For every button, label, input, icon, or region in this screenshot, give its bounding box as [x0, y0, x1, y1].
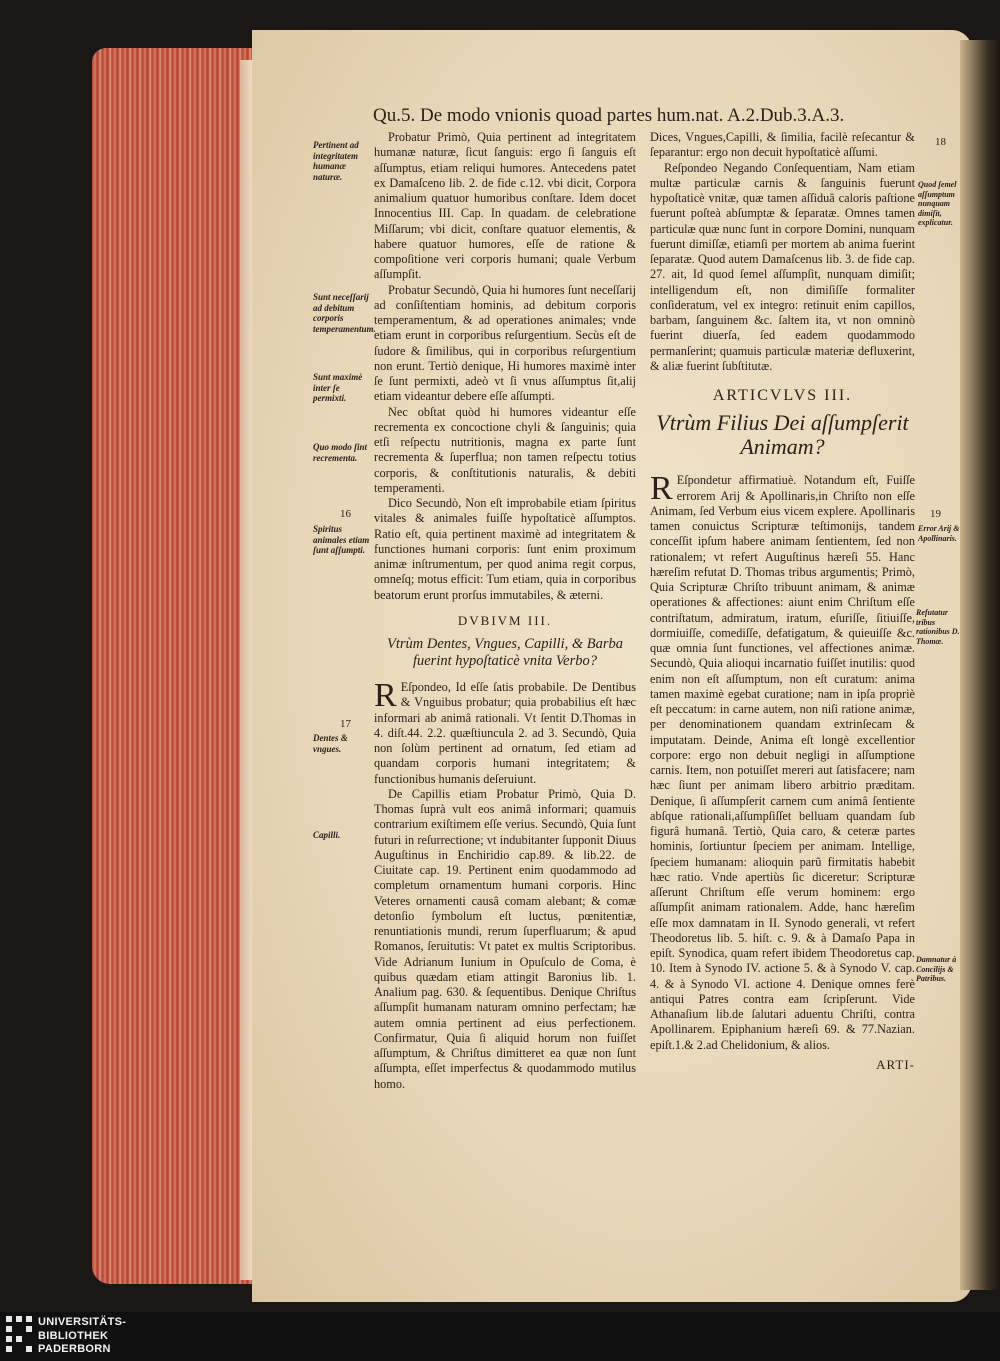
library-name-line: BIBLIOTHEK — [38, 1329, 109, 1342]
margin-number: 16 — [340, 508, 351, 520]
margin-note: Error Arij & Apollinaris. — [918, 524, 960, 543]
paragraph: Probatur Secundò, Quia hi humores ſunt neceſſarij ad conſiſtentiam hominis, ad debitum corporis temperamentum, & ad operationes animales; vnde etiam erunt in corporibus reſurgentium. Secùs eſt de ſudore & ſimilibus, qui in corporibus reſurgentium non erunt. Tertiò denique, Hi humores maximè inter ſe ſunt permixti, adeò vt ſi vnus aſſumptus ſit,alij etiam videantur debere eſſe aſſumpti. — [374, 282, 636, 404]
margin-note: Sunt neceſſarij ad debitum corporis temperamentum. — [313, 292, 376, 334]
drop-capital: R — [650, 470, 673, 508]
paragraph-text: Eſpondetur affirmatiuè. Notandum eſt, Fuiſſe errorem Arij & Apollinaris,in Chriſto non eſſe Animam, ſed Verbum eius vicem explere. Apollinaris tamen conuictus Scripturæ teſtimonijs, tandem conceſſit ipſum habere animam ſentientem, ſed non rationalem; vt refert Auguſtinus hæreſi 55. Hanc hæreſim refutat D. Thomas tribus argumentis; Primò, Quia Scripturæ Chriſto tribuunt animam, & animæ operationes & affectiones: aiunt enim Chriſtum eſſe contriſtatum, admiratum, iratum, eſuriſſe, ſitiuiſſe, dormiuiſſe, comediſſe, defatigatum, & quieuiſſe &c. quæ omnia ſunt functiones, vel affectiones animæ. Secundò, Quia alioqui incarnatio fuiſſet inutilis: quod enim non eſt aſſumptum, non eſt curatum: anima tamen maximè egebat curatione; nam in ipſa propriè eſt peccatum: in carne autem, non niſi ratione animæ, per denominationem quandam extrinſecam & imputatam. Deinde, Anima eſt longè excellentior corpore: ergo non debuit negligi in aſſumptione carnis. Item, non potuiſſet mereri aut ſatisfacere; nam hæc ſiunt per animam libero arbitrio præditam. Denique, ſi aſſumpſerit carnem cum animâ ſentiente abſque rationali,aſſumpſiſſet belluam quandam ſub figurâ humanâ. Tertiò, Quia caro, & ceteræ partes hominis, ſortiuntur ſpeciem per animam. Intellige, ſpeciem humanam: alioquin parũ firmitatis habebit hæc ratio. Vnde apertiùs ſic diceretur: Scripturæ aſſerunt Chriſtum eſſe verum hominem: ergo aſſumpſit animam rationalem. Adde, hanc hæreſim eſſe mox damnatam in II. Synodo generali, vt refert Theodoretus lib. 5. hiſt. c. 9. & à Damaſo Papa in epiſt. Synodica, quam refert ibidem Theodoretus cap. 10. Item à Synodo IV. actione 5. & à Synodo V. cap. 4. & à Synodo VI. actione 4. Denique omnes ferè antiqui Patres contra eam ſcripſerunt. Vide Athanaſium lib.de ſalutari aduentu Chriſti, contra Apollinarem. Epiphanium hæreſi 69. & 77.Nazian. epiſt.1.& 2.ad Chelidonium, & alios. — [650, 473, 915, 1052]
article-heading: ARTICVLVS III. — [712, 387, 853, 404]
margin-note: Capilli. — [313, 830, 341, 840]
margin-note: Spiritus animales etiam ſunt aſſumpti. — [313, 524, 370, 555]
running-head-text: Qu.5. De modo vnionis quoad partes hum.nat. A.2.Dub.3.A.3. — [373, 105, 845, 126]
paragraph: Probatur Primò, Quia pertinent ad integritatem humanæ naturæ, ſicut ſanguis: ergo ſi ſanguis eſt aſſumptus, etiam reliqui humores. Antecedens patet ex Damaſceno lib. 2. de fide c.12. vbi dicit, Corpora animalium quatuor humoribus conſtare. Idem docet Innocentius III. Cap. In quadam. de celebratione Miſſarum; vbi dicit, conſtare quatuor elementis, & habere quatuor humores, eſſe de ratione & compoſitione veri corporis humani; quale Verbum aſſumpſit. — [374, 130, 636, 282]
left-text-column — [374, 130, 636, 1092]
library-name-line: PADERBORN — [38, 1343, 111, 1355]
running-head — [373, 105, 923, 127]
article-subheading: Vtrùm Filius Dei aſſumpſerit Animam? — [656, 410, 909, 460]
page-block-edge — [92, 48, 254, 1284]
margin-number: 19 — [930, 508, 941, 520]
margin-note: Damnatur à Concilijs & Patribus. — [916, 955, 957, 983]
paragraph — [374, 677, 636, 787]
margin-note: Pertinent ad integritatem humanæ naturæ. — [313, 140, 359, 182]
margin-note: Sunt maximè inter ſe permixti. — [313, 372, 363, 403]
page-shadow — [960, 40, 1000, 1290]
library-name — [38, 1316, 126, 1357]
drop-capital: R — [374, 677, 397, 714]
library-name-line: UNIVERSITÄTS- — [38, 1316, 127, 1328]
paragraph: De Capillis etiam Probatur Primò, Quia D. Thomas ſuprà vult eos animâ informari; quamuis contrarium exiſtimem eſſe verius. Secundò, Quia ſunt futuri in reſurrectione; vt indubitanter ſupponit Diuus Auguſtinus in Enchiridio cap.89. & lib.22. de Ciuitate cap. 19. Pertinent enim quodammodo ad completum ornamentum humani corporis. Hinc Veteres ornamenti causâ comam alebant; & comæ detonſio ſymbolum eſt luctus, pœnitentiæ, renuntiationis mundi, rerum ſuperfluarum; & apud Romanos, ſeruitutis: Vt patet ex multis Scriptoribus. Vide Adrianum Iunium in Opuſculo de Coma, è quibus quædam etiam attingit Baronius lib. 1. Analium pag. 630. & ſequentibus. Denique Chriſtus aſſumpſit humanam naturam omnino perfectam; hæ autem omnia pertinent ad eius perfectionem. Confirmatur, Quia ſi aliquid horum non fuiſſet aſſumptum, & Chriſtus dimitteret ea quæ non ſunt aſſumpta, eſſet imperfectus & quodammodo mutilus homo. — [374, 786, 636, 1091]
paragraph — [650, 470, 915, 1053]
right-text-column — [650, 130, 915, 1072]
section-subheading: Vtrùm Dentes, Vngues, Capilli, & Barba fuerint hypoſtaticè vnita Verbo? — [386, 636, 623, 669]
library-footer — [0, 1312, 1000, 1361]
catchword: ARTI- — [876, 1056, 915, 1072]
library-logo-icon — [6, 1316, 32, 1356]
paragraph: Nec obſtat quòd hi humores videantur eſſe recrementa ex concoctione chyli & ſanguinis; quia etſi reſpectu nutritionis, magna ex parte ſunt recrementa & ſuperflua; non tamen reſpectu totius corporis, & conſtitutionis naturalis, & debiti temperamenti. — [374, 404, 636, 495]
margin-note: Quod ſemel aſſumptum nunquam dimiſit, explicatur. — [918, 180, 957, 227]
margin-number: 18 — [935, 136, 946, 148]
margin-note: Quo modo ſint recrementa. — [313, 442, 368, 463]
margin-note: Dentes & vngues. — [313, 733, 348, 754]
paragraph: Dices, Vngues,Capilli, & ſimilia, facilè reſecantur & ſeparantur: ergo non decuit hypoſtaticè aſſumi. — [650, 130, 915, 160]
margin-number: 17 — [340, 718, 351, 730]
margin-note: Refutatur tribus rationibus D. Thomæ. — [916, 608, 960, 646]
paragraph: Reſpondeo Negando Conſequentiam, Nam etiam multæ particulæ carnis & ſanguinis fuerunt hypoſtaticè vnitæ, quæ tamen aſſiduâ caloris paſtione fuerunt poſteà abſumptæ & ſeparatæ. Omnes tamen particulæ quæ nunc ſunt in corpore Domini, nunquam fuerunt dimiſſæ, etiamſi per mortem ab anima fuerint ſeparatæ. Quod autem Damaſcenus lib. 3. de fide cap. 27. ait, Id quod ſemel aſſumpſit, nunquam dimiſit; intelligendum eſt, non dimiſiſſe formaliter conſideratum, vel ex integro: retinuit enim capillos, barbam, ſanguinem &c. ſaltem ita, vt non omninò fuerint diuerſa, ſed eadem quodammodo permanſerint; quamuis particulæ materiæ defluxerint, & aliæ fuerint ſubſtitutæ. — [650, 160, 915, 373]
section-heading: DVBIVM III. — [457, 612, 553, 628]
paragraph: Dico Secundò, Non eſt improbabile etiam ſpiritus vitales & animales fuiſſe hypoſtaticè aſſumptos. Ratio eſt, quia pertinent maximè ad integritatem & functiones humani corporis: ſunt enim proximum animæ inſtrumentum, per quod anima regit corpus, omneſq; motus efficit: Tum etiam, quia in corporibus beatorum erunt prorſus immutabiles, & æterni. — [374, 496, 636, 602]
paragraph-text: Eſpondeo, Id eſſe ſatis probabile. De Dentibus & Vnguibus probatur; quia probabilius eſt hæc informari ab animâ rationali. Vt ſentit D.Thomas in 4. diſt.44. 2.2. quæſtiuncula 2. ad 3. Secundò, Quia non ſolùm pertinent ad ornatum, ſed etiam ad quandam corporis humani integritatem; & functionibus humanis deſeruiunt. — [374, 680, 636, 786]
